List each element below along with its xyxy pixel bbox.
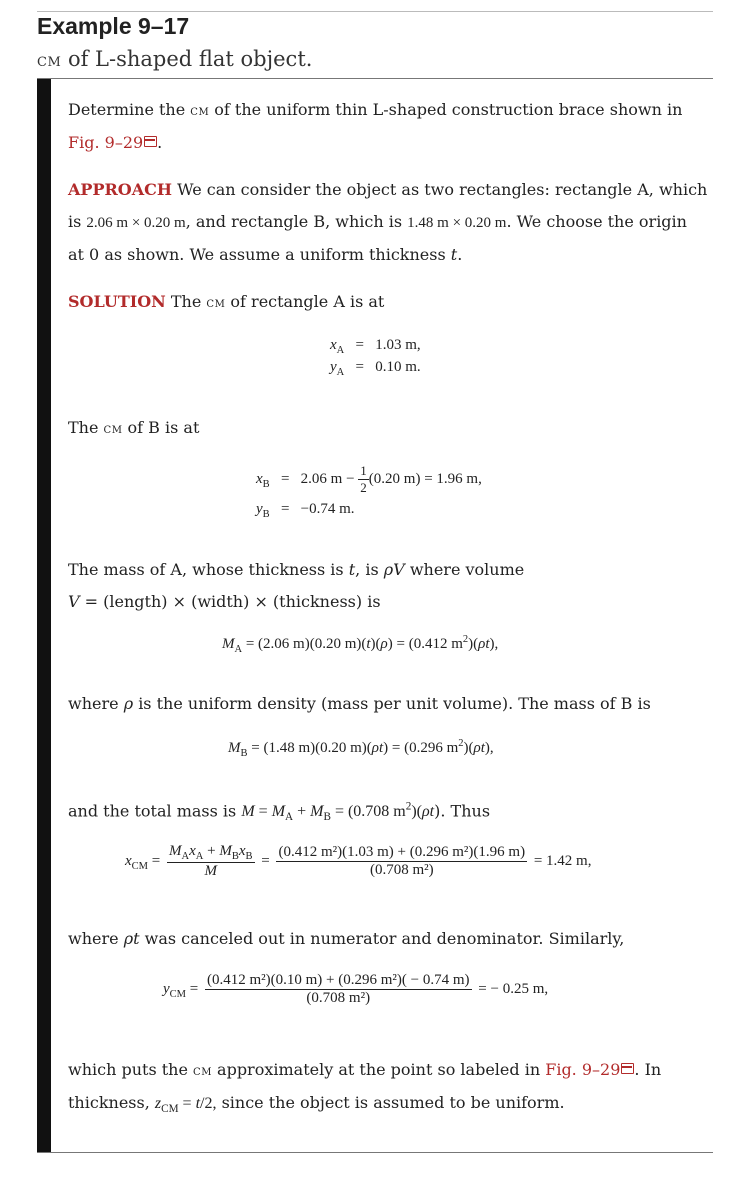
example-title: Example 9–17 xyxy=(37,13,190,39)
intro-paragraph: Determine the cm of the uniform thin L-shaped construction brace shown in Fig. 9–29 . xyxy=(68,100,683,152)
cm-b-paragraph: The cm of B is at xyxy=(68,418,200,437)
canceled-paragraph: where ρt was canceled out in numerator and denominator. Similarly, xyxy=(68,929,625,948)
eq-xb: $x_B = 2.06$ m − $\frac{1}{2}$ (0.20 m) = 1.96 m, xyxy=(256,463,482,495)
top-rule xyxy=(37,11,713,12)
figure-link[interactable]: Fig. 9–29 xyxy=(68,133,157,152)
example-subtitle xyxy=(37,47,312,71)
eq-ycm: $y_{CM}$ = $\frac{\text{(0.412 m²)(0.10 m) + (0.296 m²)( − 0.74 m)}}{\text{(0.708 m²)}}$ = − 0.25 m, xyxy=(163,972,549,1006)
example-side-bar xyxy=(37,79,51,1152)
solution-paragraph: SOLUTION The cm of rectangle A is at xyxy=(68,292,385,311)
approach-paragraph: APPROACH We can consider the object as two rectangles: rectangle A, which is 2.06 m × 0.20 m, and rectangle B, which is 1.48 m × 0.20 m. We choose the origin at 0 as shown. We assume a uniform thickness t. xyxy=(68,180,708,264)
external-link-icon xyxy=(144,136,157,147)
cm-abbrev: cm xyxy=(37,49,62,71)
subtitle-text: of L-shaped flat object. xyxy=(67,47,313,71)
approach-label: APPROACH xyxy=(68,180,172,199)
figure-link-2[interactable]: Fig. 9–29 xyxy=(545,1060,634,1079)
eq-xa: $x_A = 1.03$ m, xyxy=(330,337,421,356)
final-paragraph: which puts the cm approximately at the point so labeled in Fig. 9–29 . In thickness, $z_{CM} = t/2$, since the object is assumed to be uniform. xyxy=(68,1060,662,1116)
header-rule xyxy=(37,78,713,79)
eq-yb: $y_B = -0.74$ m. xyxy=(256,501,355,520)
eq-ya: $y_A = 0.10$ m. xyxy=(330,359,421,378)
total-mass-paragraph: and the total mass is $M = M_A + M_B = (0.708$ $m^2)(\rho t)$. Thus xyxy=(68,801,491,824)
density-paragraph: where ρ is the uniform density (mass per unit volume). The mass of B is xyxy=(68,694,651,713)
external-link-icon xyxy=(621,1063,634,1074)
bottom-rule xyxy=(37,1152,713,1153)
eq-xcm: $x_{CM}$ = $\frac{M_Ax_A + M_Bx_B}{M}$ = $\frac{\text{(0.412 m²)(1.03 m) + (0.296 m²)(1.96 m)}}{\text{(0.708 m²)}}$ = 1.42 m, xyxy=(125,843,592,879)
eq-ma: $M_A = (2.06$ m)(0.20 m)(t)(ρ) = (0.412 $m^2)(\rho t)$, xyxy=(222,634,499,655)
eq-mb: $M_B = (1.48$ m)(0.20 m)(ρt) = (0.296 $m^2)(\rho t)$, xyxy=(228,738,494,759)
mass-paragraph: The mass of A, whose thickness is t, is ρV where volume V = (length) × (width) × (thickness) is xyxy=(68,560,525,611)
solution-label: SOLUTION xyxy=(68,292,166,311)
